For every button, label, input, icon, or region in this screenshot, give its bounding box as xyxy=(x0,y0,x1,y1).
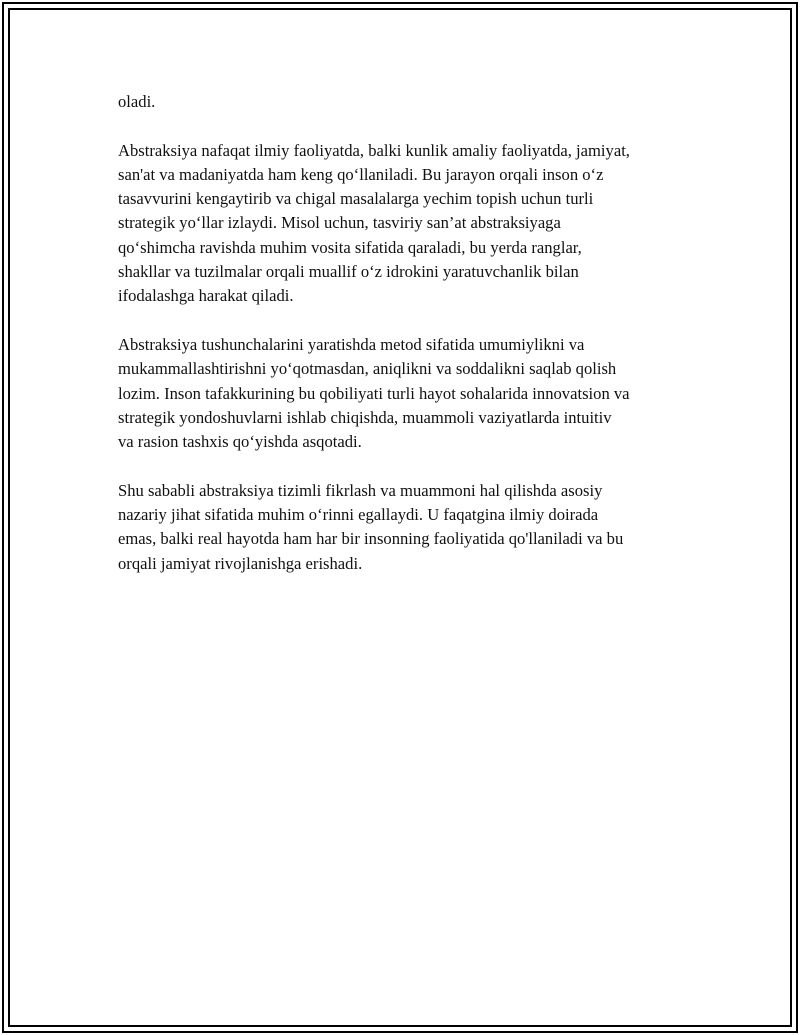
text-line: va rasion tashxis qo‘yishda asqotadi. xyxy=(118,432,362,452)
text-line: mukammallashtirishni yo‘qotmasdan, aniqlikni va soddalikni saqlab qolish xyxy=(118,359,617,379)
text-line: oladi. xyxy=(118,92,156,111)
text-line: orqali jamiyat rivojlanishga erishadi. xyxy=(118,553,363,573)
text-line: Abstraksiya nafaqat ilmiy faoliyatda, balki kunlik amaliy faoliyatda, jamiyat, xyxy=(118,140,630,160)
text-line: ifodalashga harakat qiladi. xyxy=(118,286,294,306)
text-line: nazariy jihat sifatida muhim o‘rinni egallaydi. U faqatgina ilmiy doirada xyxy=(118,505,599,525)
text-line: lozim. Inson tafakkurining bu qobiliyati turli hayot sohalarida innovatsion va xyxy=(118,383,630,403)
text-line: strategik yondoshuvlarni ishlab chiqishda, muammoli vaziyatlarda intuitiv xyxy=(118,407,612,427)
text-line: shakllar va tuzilmalar orqali muallif o‘z idrokini yaratuvchanlik bilan xyxy=(118,262,579,282)
paragraph-3 xyxy=(118,333,698,454)
text-line: qo‘shimcha ravishda muhim vosita sifatida qaraladi, bu yerda ranglar, xyxy=(118,237,582,257)
text-line: emas, balki real hayotda ham har bir insonning faoliyatida qo'llaniladi va bu xyxy=(118,529,624,549)
paragraph-1 xyxy=(118,90,698,114)
paragraph-2 xyxy=(118,139,698,309)
paragraph-4 xyxy=(118,479,698,576)
document-body xyxy=(118,90,698,600)
text-line: tasavvurini kengaytirib va chigal masalalarga yechim topish uchun turli xyxy=(118,189,594,209)
text-line: Abstraksiya tushunchalarini yaratishda metod sifatida umumiylikni va xyxy=(118,334,585,354)
text-line: strategik yo‘llar izlaydi. Misol uchun, tasviriy san’at abstraksiyaga xyxy=(118,213,561,233)
text-line: Shu sababli abstraksiya tizimli fikrlash va muammoni hal qilishda asosiy xyxy=(118,480,603,500)
text-line: san'at va madaniyatda ham keng qo‘llaniladi. Bu jarayon orqali inson o‘z xyxy=(118,164,604,184)
